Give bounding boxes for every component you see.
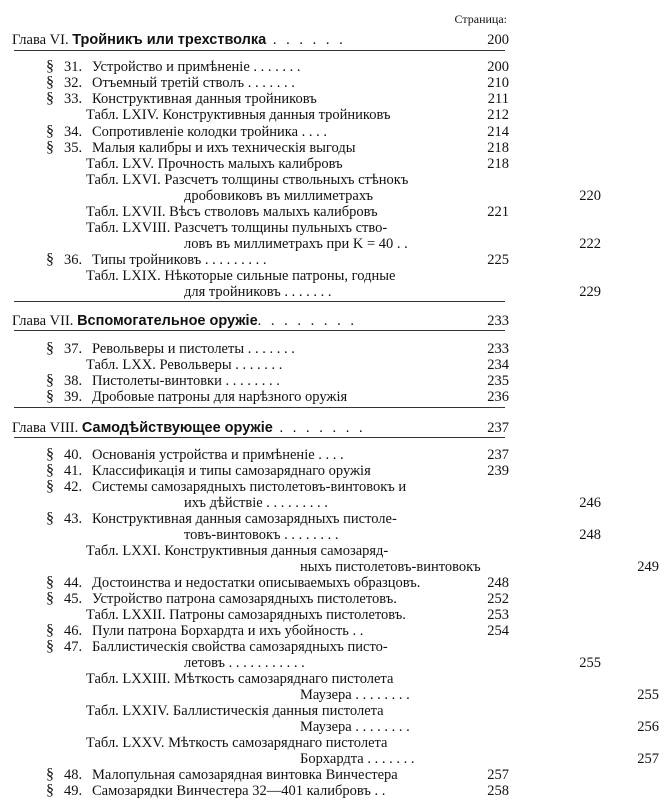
section-title: Системы самозарядныхъ пистолетовъ-винтовокъ и <box>92 479 407 495</box>
chapter-heading <box>12 420 366 436</box>
page-number: 248 <box>487 575 509 591</box>
section-entry <box>0 783 519 799</box>
leader-dots: . . . . . . <box>266 32 346 48</box>
page-number: 200 <box>487 32 509 48</box>
page-number: 221 <box>487 204 509 220</box>
page-number: 220 <box>579 188 601 204</box>
page-column-header: Страница: <box>454 12 507 26</box>
section-number: 41. <box>64 463 83 479</box>
section-entry <box>0 463 519 479</box>
table-title: Табл. LXVII. Вѣсъ стволовъ малыхъ калибровъ <box>86 204 378 220</box>
page-number: 212 <box>487 107 509 123</box>
section-title: Сопротивленіе колодки тройника . . . . <box>92 124 328 140</box>
page-number: 214 <box>487 124 509 140</box>
section-number: 49. <box>64 783 83 799</box>
section-entry <box>0 252 519 268</box>
section-sign-icon: § <box>46 590 54 607</box>
section-title: Пули патрона Борхардта и ихъ убойность . . <box>92 623 364 639</box>
section-title: Дробовые патроны для нарѣзного оружія <box>92 389 348 405</box>
chapter-title: Вспомогательное оружіе <box>77 313 258 329</box>
page-number: 211 <box>487 91 509 107</box>
continuation-text: ловъ въ миллиметрахъ при K = 40 . . <box>184 236 408 252</box>
continuation-line <box>150 687 669 703</box>
divider <box>14 407 505 408</box>
table-entry <box>0 204 519 220</box>
page-number: 210 <box>487 75 509 91</box>
divider <box>14 330 505 331</box>
table-title: Табл. LXVI. Разсчетъ толщины ствольныхъ стѣнокъ <box>86 172 409 188</box>
section-entry <box>0 623 519 639</box>
continuation-line <box>92 655 611 671</box>
section-number: 44. <box>64 575 83 591</box>
table-title: Табл. LXIX. Нѣкоторые сильные патроны, годные <box>86 268 396 284</box>
section-sign-icon: § <box>46 123 54 140</box>
section-entry <box>0 447 519 463</box>
section-number: 38. <box>64 373 83 389</box>
section-title: Типы тройниковъ . . . . . . . . . <box>92 252 267 268</box>
section-entry <box>0 767 519 783</box>
table-title: Табл. LXXI. Конструктивныя данныя самозаряд- <box>86 543 389 559</box>
page-number: 218 <box>487 156 509 172</box>
chapter-title: Тройникъ или трехстволка <box>72 32 267 48</box>
section-title: Малыя калибры и ихъ техническія выгоды <box>92 140 356 156</box>
chapter-entry <box>0 32 519 48</box>
continuation-line <box>92 495 611 511</box>
continuation-text: для тройниковъ . . . . . . . <box>184 284 332 300</box>
page-number: 248 <box>579 527 601 543</box>
section-number: 33. <box>64 91 83 107</box>
continuation-line <box>150 559 669 575</box>
section-number: 46. <box>64 623 83 639</box>
continuation-text: ихъ дѣйствіе . . . . . . . . . <box>184 495 328 511</box>
page-number: 225 <box>487 252 509 268</box>
page-number: 237 <box>487 420 509 436</box>
section-sign-icon: § <box>46 372 54 389</box>
section-entry <box>0 341 519 357</box>
section-sign-icon: § <box>46 766 54 783</box>
section-title: Отъемный третій стволъ . . . . . . . <box>92 75 295 91</box>
table-title: Табл. LXIV. Конструктивныя данныя тройниковъ <box>86 107 391 123</box>
page-number: 249 <box>637 559 659 575</box>
chapter-entry <box>0 420 519 436</box>
continuation-text: Маузера . . . . . . . . <box>300 687 410 703</box>
page-number: 222 <box>579 236 601 252</box>
table-title: Табл. LXXII. Патроны самозарядныхъ пистолетовъ. <box>86 607 406 623</box>
table-title: Табл. LXXIV. Баллистическія данныя пистолета <box>86 703 384 719</box>
page-number: 256 <box>637 719 659 735</box>
section-sign-icon: § <box>46 782 54 799</box>
section-sign-icon: § <box>46 58 54 75</box>
chapter-entry <box>0 313 519 329</box>
page-number: 218 <box>487 140 509 156</box>
page-number: 258 <box>487 783 509 799</box>
page-number: 237 <box>487 447 509 463</box>
section-entry <box>0 511 519 527</box>
section-number: 43. <box>64 511 83 527</box>
table-title: Табл. LXXV. Мѣткость самозаряднаго пистолета <box>86 735 388 751</box>
section-entry <box>0 140 519 156</box>
section-entry <box>0 575 519 591</box>
section-number: 42. <box>64 479 83 495</box>
section-number: 37. <box>64 341 83 357</box>
table-entry <box>0 543 519 559</box>
section-sign-icon: § <box>46 510 54 527</box>
section-title: Устройство и примѣненіе . . . . . . . <box>92 59 301 75</box>
leader-dots: . . . . . . . <box>272 420 366 436</box>
section-sign-icon: § <box>46 74 54 91</box>
section-sign-icon: § <box>46 251 54 268</box>
page-number: 257 <box>637 751 659 767</box>
section-sign-icon: § <box>46 462 54 479</box>
continuation-text: летовъ . . . . . . . . . . . <box>184 655 305 671</box>
section-entry <box>0 389 519 405</box>
table-entry <box>0 172 519 188</box>
continuation-text: товъ-винтовокъ . . . . . . . . <box>184 527 339 543</box>
chapter-label: Глава VI. <box>12 32 73 48</box>
continuation-line <box>150 719 669 735</box>
table-title: Табл. LXX. Револьверы . . . . . . . <box>86 357 283 373</box>
section-sign-icon: § <box>46 574 54 591</box>
page-number: 233 <box>487 313 509 329</box>
section-entry <box>0 373 519 389</box>
section-title: Классификація и типы самозаряднаго оружія <box>92 463 371 479</box>
section-title: Достоинства и недостатки описываемыхъ образцовъ. <box>92 575 421 591</box>
continuation-line <box>92 188 611 204</box>
section-title: Малопульная самозарядная винтовка Винчестера <box>92 767 398 783</box>
table-entry <box>0 268 519 284</box>
section-sign-icon: § <box>46 90 54 107</box>
table-entry <box>0 220 519 236</box>
section-number: 47. <box>64 639 83 655</box>
section-number: 39. <box>64 389 83 405</box>
chapter-heading <box>12 313 357 329</box>
page-number: 257 <box>487 767 509 783</box>
page-number: 233 <box>487 341 509 357</box>
table-title: Табл. LXXIII. Мѣткость самозаряднаго пистолета <box>86 671 394 687</box>
section-sign-icon: § <box>46 622 54 639</box>
section-number: 31. <box>64 59 83 75</box>
chapter-label: Глава VIII. <box>12 420 82 436</box>
continuation-line <box>92 527 611 543</box>
table-title: Табл. LXV. Прочность малыхъ калибровъ <box>86 156 343 172</box>
continuation-line <box>92 236 611 252</box>
page-number: 239 <box>487 463 509 479</box>
table-entry <box>0 735 519 751</box>
section-title: Основанія устройства и примѣненіе . . . . <box>92 447 344 463</box>
continuation-line <box>92 284 611 300</box>
section-number: 40. <box>64 447 83 463</box>
page-number: 236 <box>487 389 509 405</box>
continuation-text: дробовиковъ въ миллиметрахъ <box>184 188 374 204</box>
continuation-text: ныхъ пистолетовъ-винтовокъ <box>300 559 481 575</box>
table-entry <box>0 607 519 623</box>
section-sign-icon: § <box>46 139 54 156</box>
section-title: Устройство патрона самозарядныхъ пистолетовъ. <box>92 591 397 607</box>
page-number: 246 <box>579 495 601 511</box>
section-number: 45. <box>64 591 83 607</box>
divider <box>14 301 505 302</box>
chapter-title: Самодѣйствующее оружіе <box>81 420 273 436</box>
section-number: 48. <box>64 767 83 783</box>
section-sign-icon: § <box>46 340 54 357</box>
page-number: 200 <box>487 59 509 75</box>
section-entry <box>0 639 519 655</box>
page-number: 234 <box>487 357 509 373</box>
section-number: 32. <box>64 75 83 91</box>
section-entry <box>0 75 519 91</box>
table-entry <box>0 107 519 123</box>
section-entry <box>0 591 519 607</box>
table-entry <box>0 703 519 719</box>
table-entry <box>0 671 519 687</box>
section-sign-icon: § <box>46 446 54 463</box>
page-number: 235 <box>487 373 509 389</box>
chapter-label: Глава VII. <box>12 313 78 329</box>
section-sign-icon: § <box>46 478 54 495</box>
section-number: 34. <box>64 124 83 140</box>
chapter-heading <box>12 32 346 48</box>
continuation-text: Маузера . . . . . . . . <box>300 719 410 735</box>
section-entry <box>0 479 519 495</box>
page-number: 255 <box>637 687 659 703</box>
page-number: 254 <box>487 623 509 639</box>
section-title: Конструктивная данныя самозарядныхъ пистоле- <box>92 511 397 527</box>
table-entry <box>0 357 519 373</box>
page-number: 229 <box>579 284 601 300</box>
continuation-text: Борхардта . . . . . . . <box>300 751 415 767</box>
section-title: Конструктивная данныя тройниковъ <box>92 91 317 107</box>
section-title: Самозарядки Винчестера 32—401 калибровъ . . <box>92 783 386 799</box>
section-number: 35. <box>64 140 83 156</box>
section-title: Пистолеты-винтовки . . . . . . . . <box>92 373 280 389</box>
continuation-line <box>150 751 669 767</box>
section-sign-icon: § <box>46 638 54 655</box>
section-title: Баллистическія свойства самозарядныхъ писто- <box>92 639 388 655</box>
page-number: 255 <box>579 655 601 671</box>
table-title: Табл. LXVIII. Разсчетъ толщины пульныхъ ство- <box>86 220 388 236</box>
page-number: 253 <box>487 607 509 623</box>
section-number: 36. <box>64 252 83 268</box>
section-sign-icon: § <box>46 388 54 405</box>
section-entry <box>0 59 519 75</box>
section-entry <box>0 91 519 107</box>
section-title: Револьверы и пистолеты . . . . . . . <box>92 341 295 357</box>
divider <box>14 437 505 438</box>
section-entry <box>0 124 519 140</box>
table-entry <box>0 156 519 172</box>
leader-dots: . . . . . . . . <box>257 313 358 329</box>
divider <box>14 50 505 51</box>
page-number: 252 <box>487 591 509 607</box>
